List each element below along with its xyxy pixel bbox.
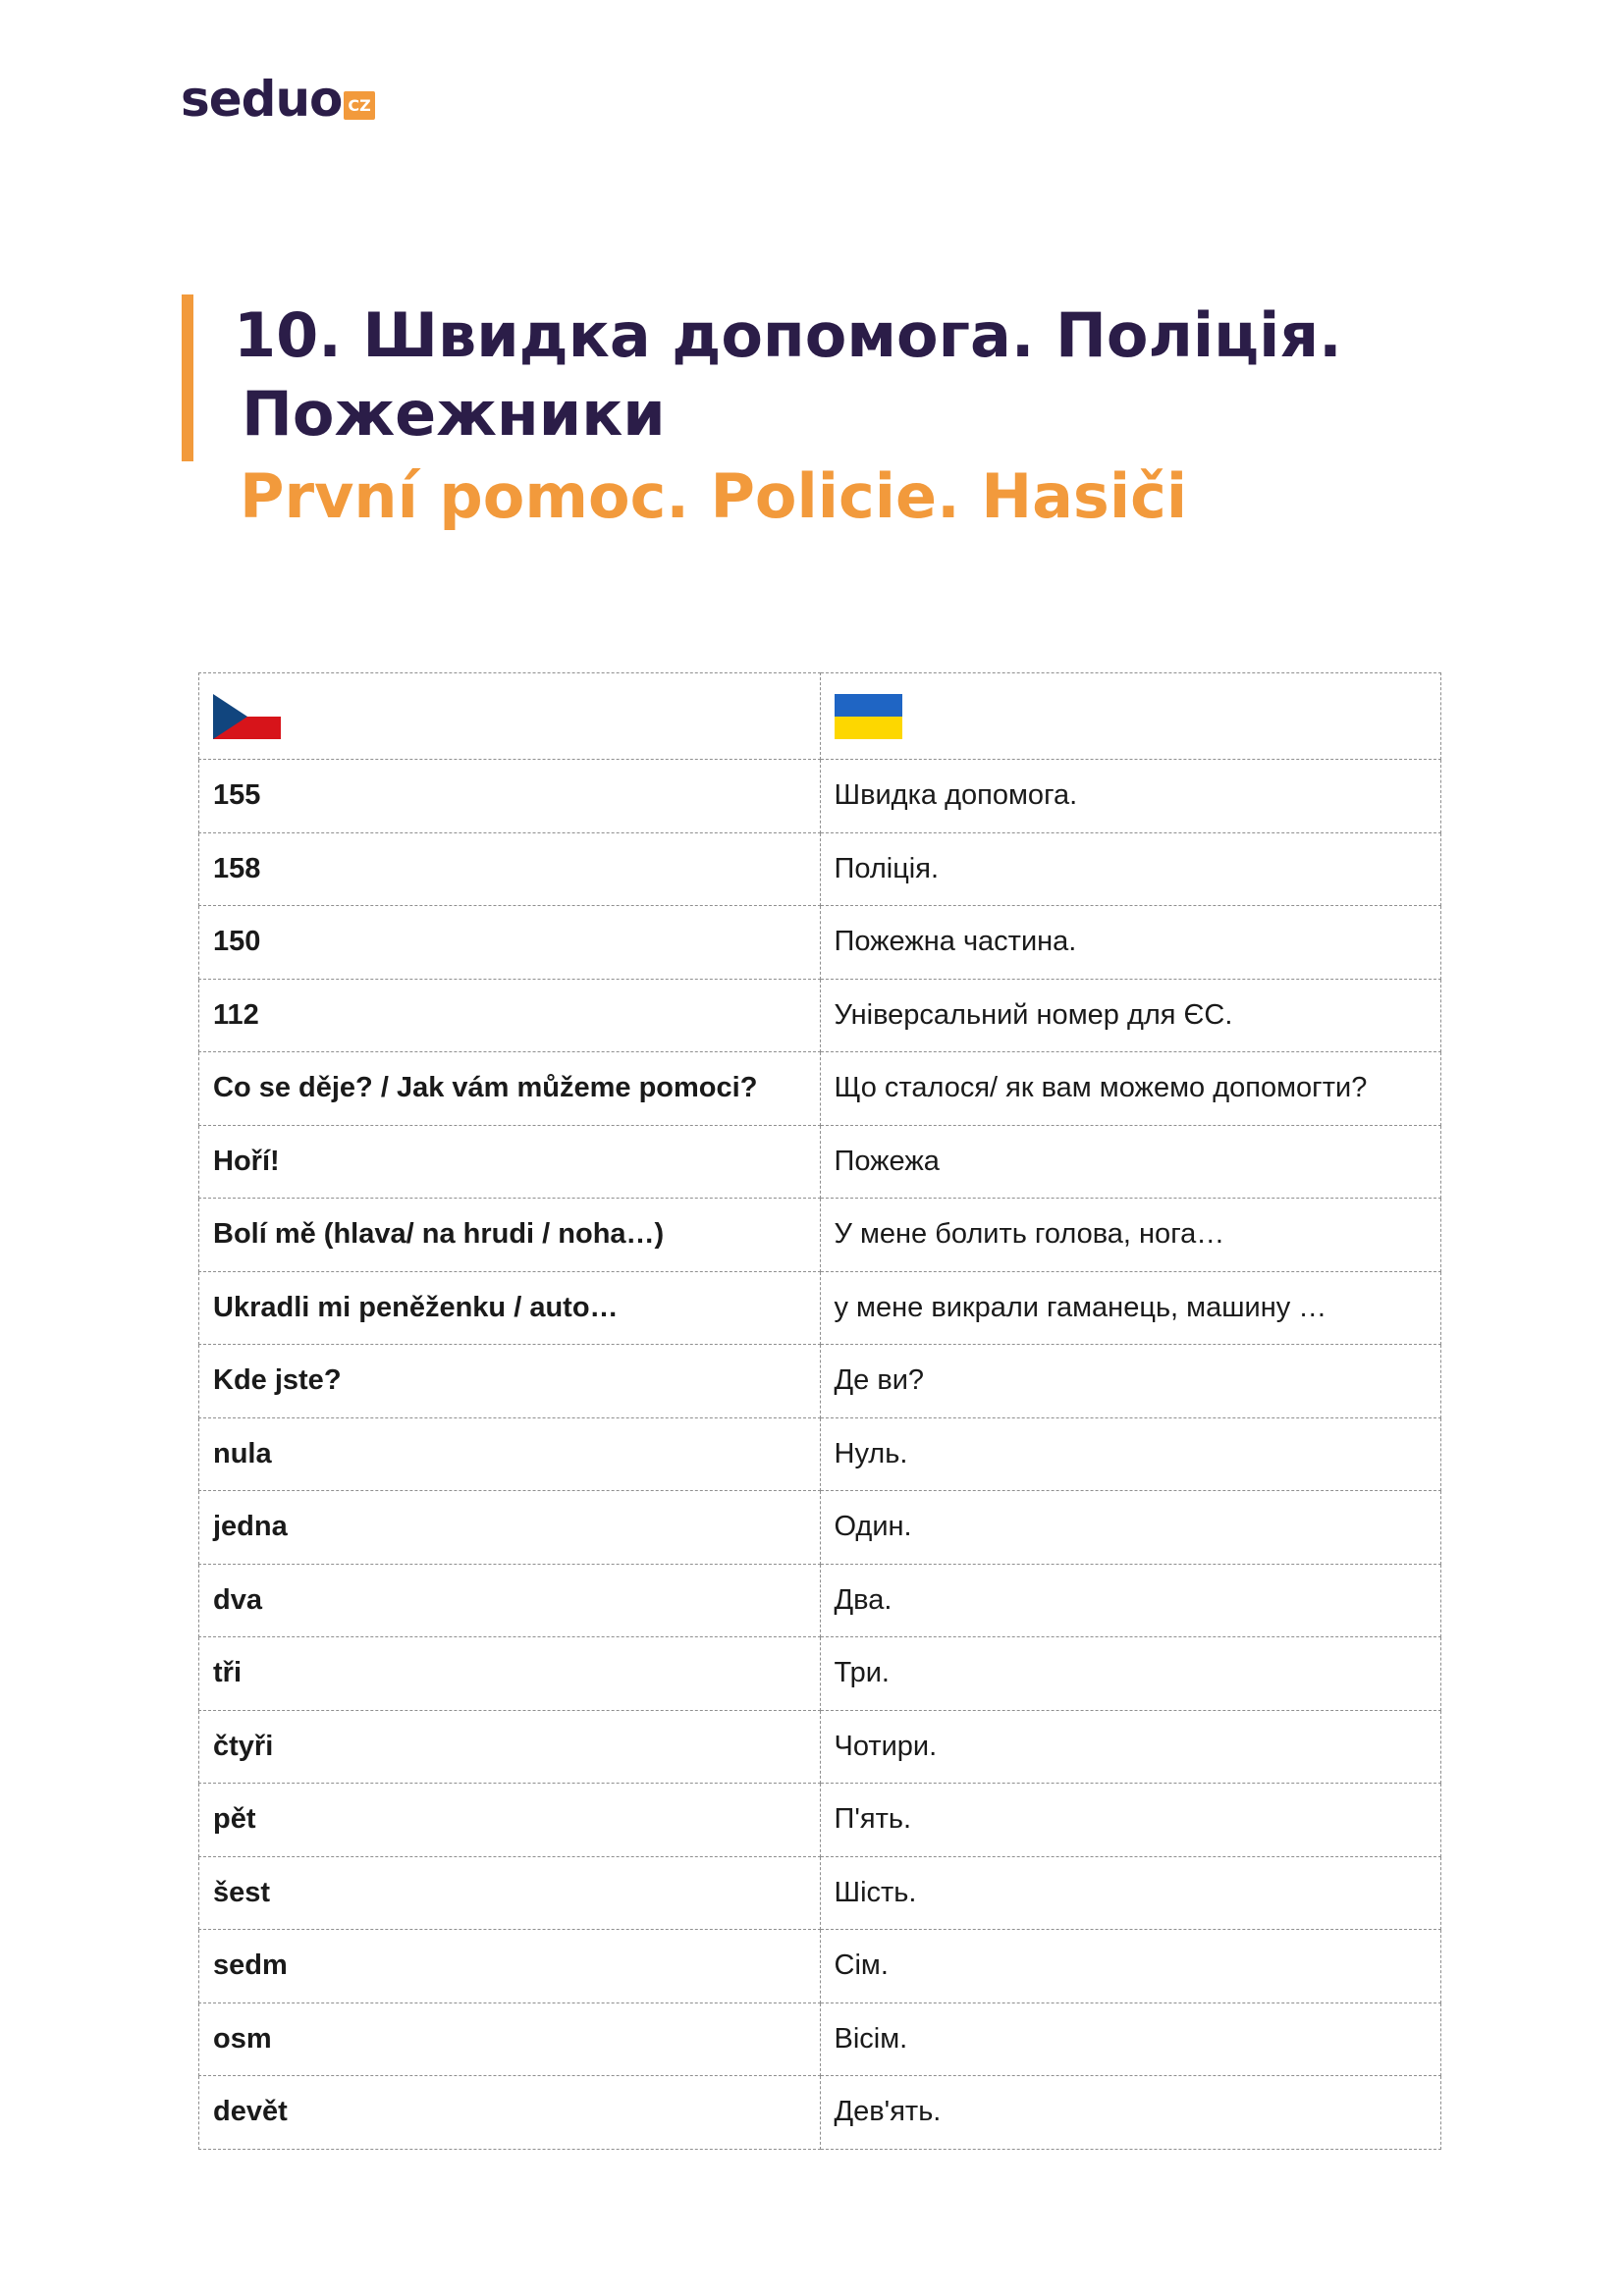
ukrainian-translation: Універсальний номер для ЄС.	[820, 979, 1441, 1052]
ukrainian-translation: Два.	[820, 1564, 1441, 1637]
table-row	[199, 1564, 1441, 1637]
czech-term: nula	[199, 1417, 821, 1491]
czech-term: dva	[199, 1564, 821, 1637]
table-row	[199, 2076, 1441, 2150]
czech-term: Bolí mě (hlava/ na hrudi / noha…)	[199, 1199, 821, 1272]
czech-term: 112	[199, 979, 821, 1052]
czech-term: šest	[199, 1856, 821, 1930]
table-row	[199, 1417, 1441, 1491]
table-row	[199, 1052, 1441, 1126]
logo-badge: CZ	[344, 91, 374, 120]
table-row	[199, 1199, 1441, 1272]
ukrainian-translation: П'ять.	[820, 1784, 1441, 1857]
ukrainian-translation: Дев'ять.	[820, 2076, 1441, 2150]
table-row	[199, 1856, 1441, 1930]
czech-term: čtyři	[199, 1710, 821, 1784]
table-row	[199, 979, 1441, 1052]
ukrainian-translation: Три.	[820, 1637, 1441, 1711]
ukrainian-translation: У мене болить голова, нога…	[820, 1199, 1441, 1272]
czech-term: Ukradli mi peněženku / auto…	[199, 1271, 821, 1345]
ukrainian-translation: Шість.	[820, 1856, 1441, 1930]
ukrainian-translation: Швидка допомога.	[820, 760, 1441, 833]
logo-wordmark: seduo	[181, 71, 343, 128]
ukrainian-translation: Пожежа	[820, 1125, 1441, 1199]
ukrainian-column-header	[820, 673, 1441, 760]
ukrainian-translation: Пожежна частина.	[820, 906, 1441, 980]
czech-term: 155	[199, 760, 821, 833]
seduo-logo	[181, 71, 375, 128]
ukraine-flag-icon	[835, 694, 902, 739]
ukrainian-translation: Поліція.	[820, 832, 1441, 906]
czech-flag-icon	[213, 694, 281, 739]
czech-term: 158	[199, 832, 821, 906]
table-row	[199, 760, 1441, 833]
czech-term: Co se děje? / Jak vám můžeme pomoci?	[199, 1052, 821, 1126]
czech-term: tři	[199, 1637, 821, 1711]
table-row	[199, 1491, 1441, 1565]
ukrainian-translation: Сім.	[820, 1930, 1441, 2003]
table-row	[199, 906, 1441, 980]
czech-column-header	[199, 673, 821, 760]
czech-term: devět	[199, 2076, 821, 2150]
table-row	[199, 1345, 1441, 1418]
table-row	[199, 1125, 1441, 1199]
czech-term: jedna	[199, 1491, 821, 1565]
title-line-1: 10. Швидка допомога. Поліція.	[234, 299, 1342, 371]
vocabulary-table	[198, 672, 1441, 2150]
ukrainian-translation: Що сталося/ як вам можемо допомогти?	[820, 1052, 1441, 1126]
ukrainian-translation: у мене викрали гаманець, машину …	[820, 1271, 1441, 1345]
czech-term: Kde jste?	[199, 1345, 821, 1418]
page-title-ukrainian	[234, 296, 1412, 454]
table-row	[199, 2002, 1441, 2076]
table-row	[199, 1784, 1441, 1857]
title-accent-bar	[182, 294, 193, 461]
table-row	[199, 1930, 1441, 2003]
ukrainian-translation: Чотири.	[820, 1710, 1441, 1784]
ukrainian-translation: Де ви?	[820, 1345, 1441, 1418]
czech-term: sedm	[199, 1930, 821, 2003]
page-title-czech: První pomoc. Policie. Hasiči	[240, 460, 1188, 532]
table-row	[199, 1637, 1441, 1711]
ukrainian-translation: Вісім.	[820, 2002, 1441, 2076]
table-header-row	[199, 673, 1441, 760]
ukrainian-translation: Нуль.	[820, 1417, 1441, 1491]
czech-term: 150	[199, 906, 821, 980]
table-row	[199, 1710, 1441, 1784]
ukrainian-translation: Один.	[820, 1491, 1441, 1565]
table-row	[199, 832, 1441, 906]
czech-term: osm	[199, 2002, 821, 2076]
czech-term: pět	[199, 1784, 821, 1857]
title-line-2: Пожежники	[242, 378, 666, 450]
czech-term: Hoří!	[199, 1125, 821, 1199]
table-row	[199, 1271, 1441, 1345]
